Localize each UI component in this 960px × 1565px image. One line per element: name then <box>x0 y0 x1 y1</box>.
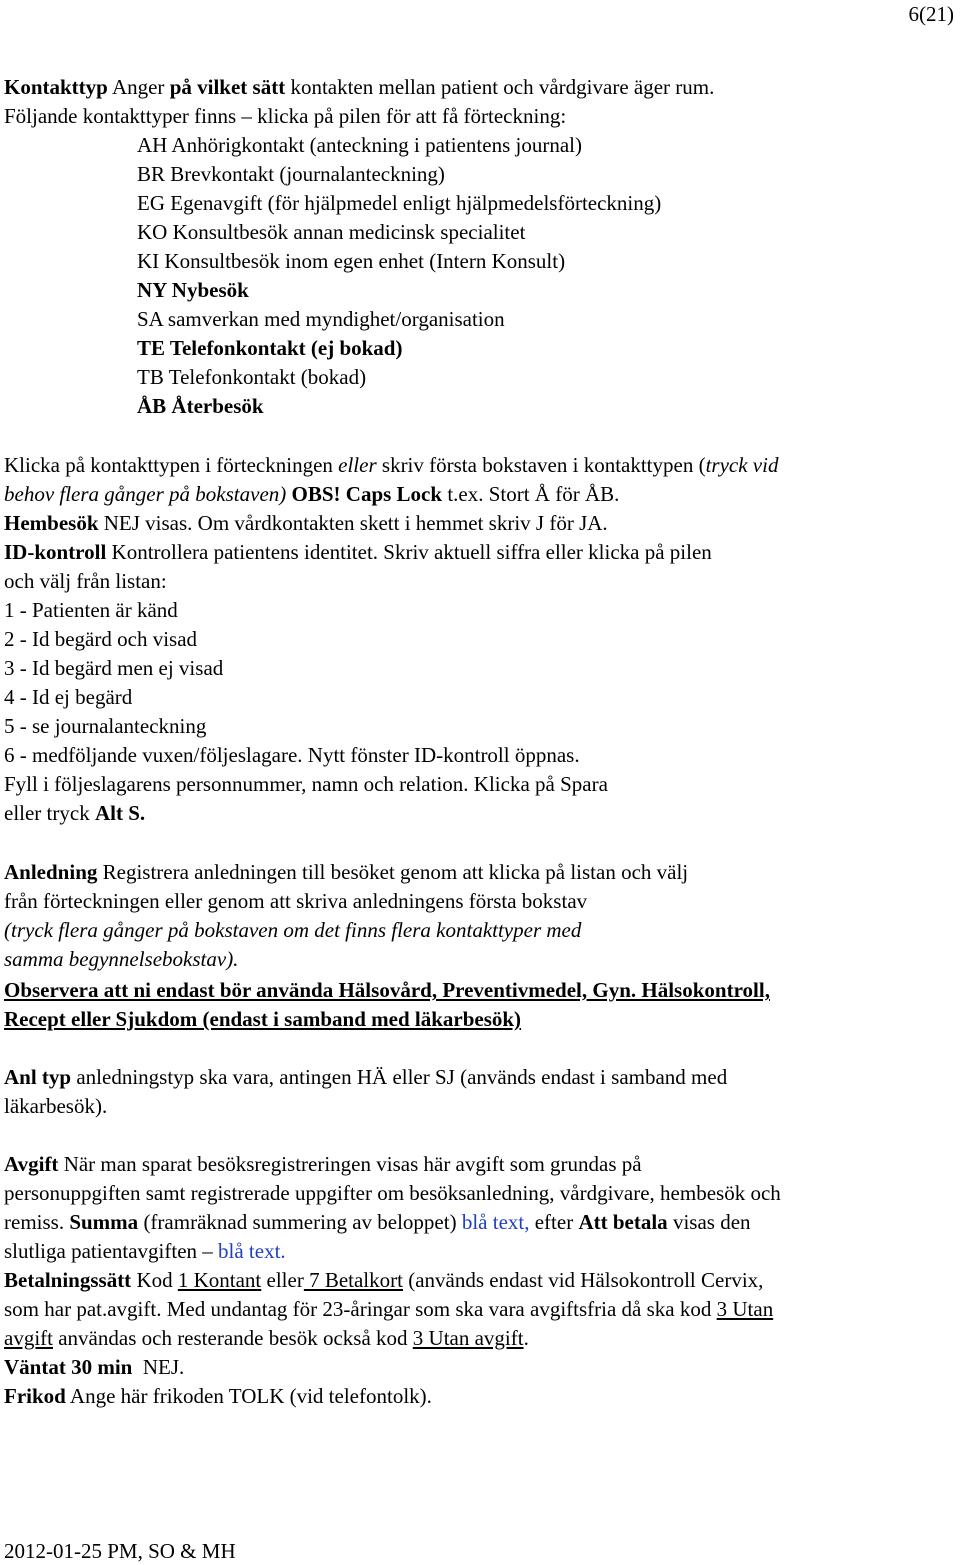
betalningssatt-text2 <box>4 1295 773 1323</box>
frikod-paragraph <box>4 1382 432 1410</box>
id-option-3: 3 - Id begärd men ej visad <box>4 656 224 680</box>
anledning-paragraph <box>4 858 688 886</box>
betalningssatt-label: Betalningssätt <box>4 1268 132 1292</box>
text: t.ex. Stort Å för ÅB. <box>442 482 620 506</box>
avgift-label: Avgift <box>4 1152 59 1176</box>
contact-type-ki: KI Konsultbesök inom egen enhet (Intern Konsult) <box>137 249 566 273</box>
text: Registrera anledningen till besöket genom att klicka på listan och välj <box>97 860 689 884</box>
avgift-text2: personuppgiften samt registrerade uppgifter om besöksanledning, vårdgivare, hembesök och <box>4 1181 781 1205</box>
contact-type-sa: SA samverkan med myndighet/organisation <box>137 307 505 331</box>
contact-type-ko: KO Konsultbesök annan medicinsk specialitet <box>137 220 526 244</box>
text: Klicka på kontakttypen i förteckningen <box>4 453 339 477</box>
hembesok-label: Hembesök <box>4 511 99 535</box>
anltyp-text2: läkarbesök). <box>4 1094 108 1118</box>
betalningssatt-paragraph <box>4 1266 763 1294</box>
id-option-4: 4 - Id ej begärd <box>4 685 133 709</box>
summa-label: Summa <box>69 1210 139 1234</box>
avgift-paragraph <box>4 1150 642 1178</box>
click-instruction-2 <box>4 480 619 508</box>
alt-s-shortcut: Alt S. <box>94 801 146 825</box>
id-option-6: 6 - medföljande vuxen/följeslagare. Nytt fönster ID-kontroll öppnas. <box>4 743 580 767</box>
text: efter <box>529 1210 579 1234</box>
id-option-5: 5 - se journalanteckning <box>4 714 207 738</box>
text: kontakten mellan patient och vårdgivare äger rum. <box>285 75 715 99</box>
kontakttyp-label: Kontakttyp <box>4 75 108 99</box>
vantat-paragraph <box>4 1353 184 1381</box>
vantat-label: Väntat 30 min <box>4 1355 133 1379</box>
text: eller <box>261 1268 304 1292</box>
betalningssatt-text3 <box>4 1324 529 1352</box>
id-option-2: 2 - Id begärd och visad <box>4 627 198 651</box>
text: som har pat.avgift. Med undantag för 23-åringar som ska vara avgiftsfria då ska kod <box>4 1297 717 1321</box>
observe-note-1: Observera att ni endast bör använda Hälsovård, Preventivmedel, Gyn. Hälsokontroll, <box>4 978 770 1002</box>
text: (framräknad summering av beloppet) <box>138 1210 462 1234</box>
kontakttyp-paragraph <box>4 73 714 101</box>
kod-3-utan-avgift: avgift <box>4 1326 53 1350</box>
contact-type-ah: AH Anhörigkontakt (anteckning i patientens journal) <box>137 133 582 157</box>
contact-type-eg: EG Egenavgift (för hjälpmedel enligt hjälpmedelsförteckning) <box>137 191 662 215</box>
text: skriv första bokstaven i kontakttypen ( <box>376 453 706 477</box>
text: användas och resterande besök också kod <box>52 1326 413 1350</box>
text: Kod <box>131 1268 178 1292</box>
frikod-label: Frikod <box>4 1384 66 1408</box>
anledning-italic-2: samma begynnelsebokstav). <box>4 947 239 971</box>
text: eller tryck <box>4 801 95 825</box>
blue-text: blå text. <box>218 1239 286 1263</box>
italic-text: behov flera gånger på bokstaven) <box>4 482 287 506</box>
contact-type-br: BR Brevkontakt (journalanteckning) <box>137 162 445 186</box>
kod-7-betalkort: 7 Betalkort <box>303 1268 403 1292</box>
avgift-text4 <box>4 1237 286 1265</box>
idkontroll-save <box>4 799 145 827</box>
text: NEJ. <box>132 1355 185 1379</box>
idkontroll-label: ID-kontroll <box>4 540 107 564</box>
text: (används endast vid Hälsokontroll Cervix, <box>402 1268 764 1292</box>
kod-3-utan-avgift: 3 Utan avgift <box>412 1326 524 1350</box>
observe-note-2: Recept eller Sjukdom (endast i samband med läkarbesök) <box>4 1007 522 1031</box>
footer: 2012-01-25 PM, SO & MH <box>4 1539 236 1563</box>
text: anledningstyp ska vara, antingen HÄ eller SJ (används endast i samband med <box>71 1065 728 1089</box>
text: NEJ visas. Om vårdkontakten skett i hemmet skriv J för JA. <box>98 511 608 535</box>
contact-type-ny: NY Nybesök <box>137 278 249 302</box>
id-option-1: 1 - Patienten är känd <box>4 598 178 622</box>
idkontroll-fill: Fyll i följeslagarens personnummer, namn och relation. Klicka på Spara <box>4 772 608 796</box>
text: Ange här frikoden TOLK (vid telefontolk). <box>65 1384 432 1408</box>
anltyp-label: Anl typ <box>4 1065 72 1089</box>
anledning-label: Anledning <box>4 860 98 884</box>
obs-caps-lock: OBS! Caps Lock <box>286 482 443 506</box>
text: . <box>523 1326 529 1350</box>
att-betala-label: Att betala <box>578 1210 668 1234</box>
avgift-text3 <box>4 1208 751 1236</box>
idkontroll-paragraph <box>4 538 712 566</box>
anltyp-paragraph <box>4 1063 727 1091</box>
text: visas den <box>667 1210 751 1234</box>
kontakttyp-intro: Följande kontakttyper finns – klicka på pilen för att få förteckning: <box>4 104 567 128</box>
anledning-text2: från förteckningen eller genom att skriva anledningens första bokstav <box>4 889 588 913</box>
blue-text: blå text, <box>461 1210 530 1234</box>
click-instruction-1 <box>4 451 778 479</box>
text: Kontrollera patientens identitet. Skriv aktuell siffra eller klicka på pilen <box>106 540 712 564</box>
idkontroll-text2: och välj från listan: <box>4 569 167 593</box>
contact-type-te: TE Telefonkontakt (ej bokad) <box>137 336 403 360</box>
anledning-italic-1: (tryck flera gånger på bokstaven om det finns flera kontakttyper med <box>4 918 582 942</box>
hembesok-paragraph <box>4 509 608 537</box>
text: remiss. <box>4 1210 70 1234</box>
italic-text: tryck vid <box>705 453 779 477</box>
kod-1-kontant: 1 Kontant <box>177 1268 262 1292</box>
text: slutliga patientavgiften – <box>4 1239 219 1263</box>
text: Anger <box>107 75 170 99</box>
italic-text: eller <box>338 453 377 477</box>
page-number: 6(21) <box>908 2 954 26</box>
contact-type-tb: TB Telefonkontakt (bokad) <box>137 365 367 389</box>
kod-3-utan-avgift: 3 Utan <box>716 1297 774 1321</box>
text: När man sparat besöksregistreringen visas här avgift som grundas på <box>58 1152 642 1176</box>
contact-type-ab: ÅB Återbesök <box>137 394 264 418</box>
bold-text: på vilket sätt <box>169 75 286 99</box>
